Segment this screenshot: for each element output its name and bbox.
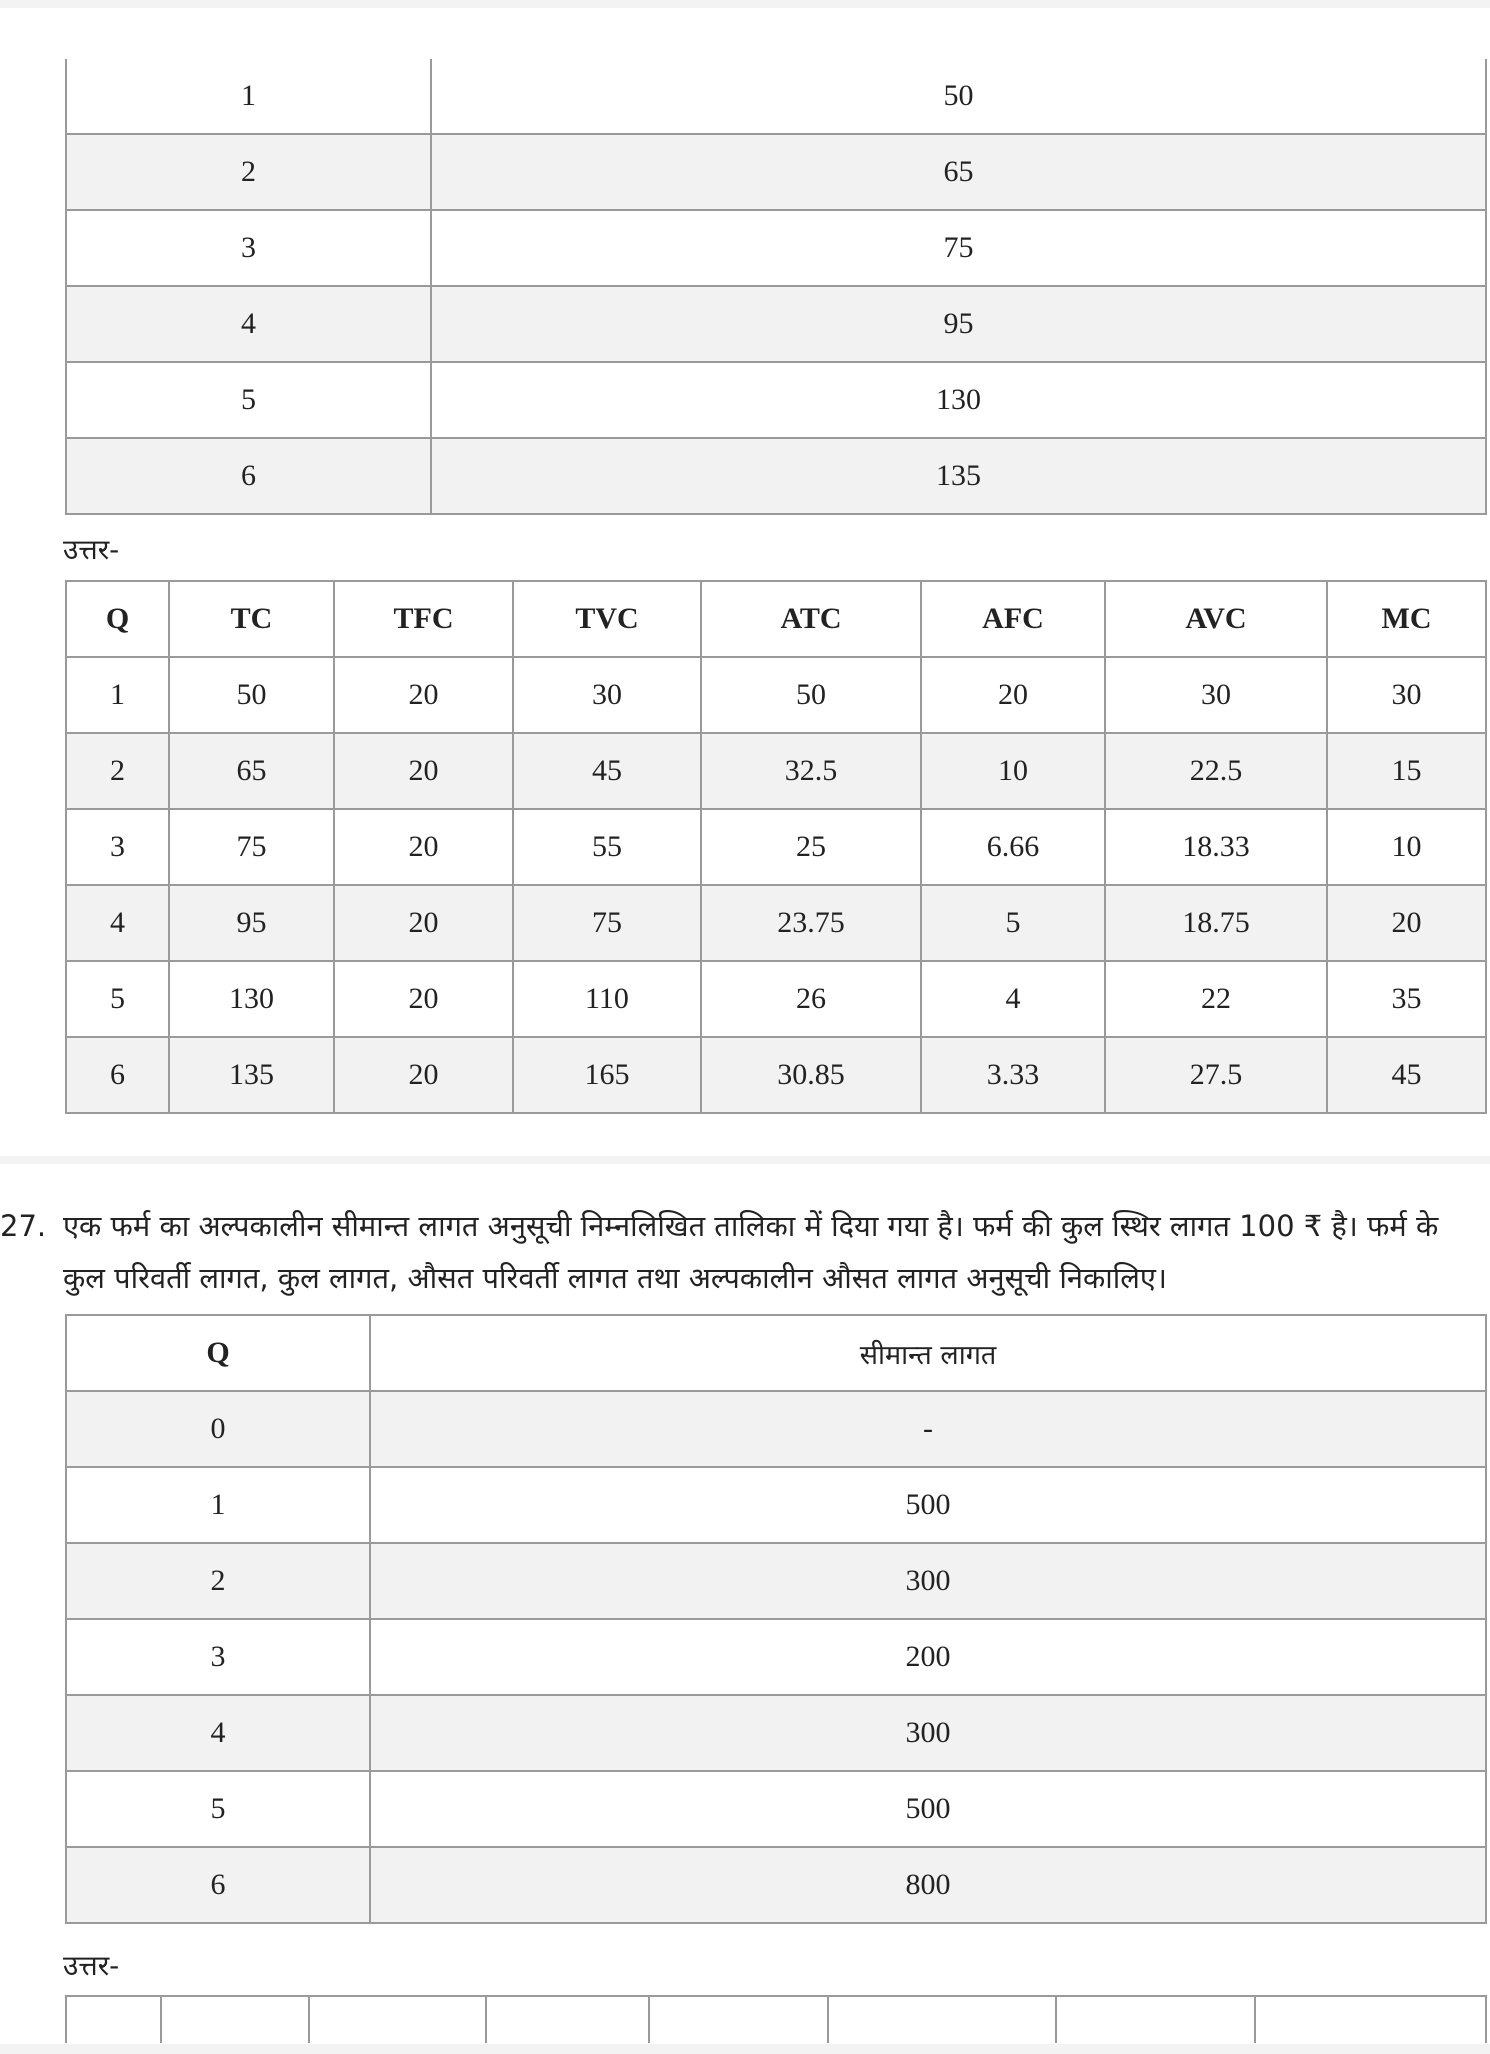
section-separator xyxy=(0,1156,1490,1164)
table-cell: 45 xyxy=(1327,1037,1486,1113)
table-cell: 3 xyxy=(66,1619,370,1695)
question-number: 27. xyxy=(0,1209,47,1243)
table-cell: 27.5 xyxy=(1105,1037,1327,1113)
table-cell: 50 xyxy=(431,59,1486,134)
table-row xyxy=(66,1771,1486,1847)
table-cell: 30 xyxy=(513,657,701,733)
question-27 xyxy=(0,1200,1480,1304)
table-cell: 300 xyxy=(370,1543,1486,1619)
table-cell: 6.66 xyxy=(921,809,1105,885)
table-row xyxy=(66,59,1486,134)
table-cell: 3.33 xyxy=(921,1037,1105,1113)
table-cell: 18.33 xyxy=(1105,809,1327,885)
table-cell: 5 xyxy=(66,1771,370,1847)
cost-answer-table xyxy=(65,580,1487,1114)
table-row xyxy=(66,134,1486,210)
table-cell: 30 xyxy=(1327,657,1486,733)
table-cell: 35 xyxy=(1327,961,1486,1037)
table-cell: 5 xyxy=(66,362,431,438)
table-cell: 1 xyxy=(66,59,431,134)
table-cell: 20 xyxy=(334,733,513,809)
table-cell: 75 xyxy=(169,809,334,885)
column-header: Q xyxy=(66,1315,370,1391)
table-cell: 2 xyxy=(66,733,169,809)
column-header: Q xyxy=(66,581,169,657)
table-cell: 4 xyxy=(66,885,169,961)
table-cell: - xyxy=(370,1391,1486,1467)
table-cell: 65 xyxy=(169,733,334,809)
table-row xyxy=(66,1619,1486,1695)
table-cell: 10 xyxy=(921,733,1105,809)
table-cell: 55 xyxy=(513,809,701,885)
table-row xyxy=(66,1695,1486,1771)
total-cost-table xyxy=(65,59,1487,515)
table-cell: 20 xyxy=(334,809,513,885)
top-separator xyxy=(0,0,1490,8)
table-row xyxy=(66,961,1486,1037)
table-cell: 95 xyxy=(169,885,334,961)
table-cell: 32.5 xyxy=(701,733,921,809)
table-cell: 4 xyxy=(66,286,431,362)
table-row xyxy=(66,210,1486,286)
table-cell: 110 xyxy=(513,961,701,1037)
marginal-cost-table xyxy=(65,1314,1487,1924)
table-row xyxy=(66,1467,1486,1543)
table-cell: 130 xyxy=(431,362,1486,438)
table-cell: 1 xyxy=(66,657,169,733)
table-cell: 4 xyxy=(921,961,1105,1037)
column-header: TFC xyxy=(334,581,513,657)
table-cell: 30 xyxy=(1105,657,1327,733)
table-cell: 165 xyxy=(513,1037,701,1113)
table-cell: 20 xyxy=(334,657,513,733)
table-row xyxy=(66,286,1486,362)
table-cell: 6 xyxy=(66,438,431,514)
table-cell: 75 xyxy=(431,210,1486,286)
table-cell: 20 xyxy=(921,657,1105,733)
table-cell: 4 xyxy=(66,1695,370,1771)
table-row xyxy=(66,1037,1486,1113)
table-row xyxy=(66,733,1486,809)
table-row xyxy=(66,1391,1486,1467)
column-header: MC xyxy=(1327,581,1486,657)
table-cell: 23.75 xyxy=(701,885,921,961)
table-row xyxy=(66,885,1486,961)
table-cell: 15 xyxy=(1327,733,1486,809)
table-cell: 3 xyxy=(66,210,431,286)
table-cell: 50 xyxy=(169,657,334,733)
table-row xyxy=(66,657,1486,733)
table-row xyxy=(66,1543,1486,1619)
table-cell: 45 xyxy=(513,733,701,809)
table-cell: 95 xyxy=(431,286,1486,362)
table-cell: 50 xyxy=(701,657,921,733)
table-cell: 0 xyxy=(66,1391,370,1467)
bottom-separator xyxy=(0,2044,1490,2054)
column-header: ATC xyxy=(701,581,921,657)
table-cell: 6 xyxy=(66,1037,169,1113)
table-cell: 30.85 xyxy=(701,1037,921,1113)
table-cell: 22.5 xyxy=(1105,733,1327,809)
answer-label: उत्तर- xyxy=(63,1949,120,1982)
table-cell: 10 xyxy=(1327,809,1486,885)
column-header: TC xyxy=(169,581,334,657)
table-cell: 18.75 xyxy=(1105,885,1327,961)
table-cell: 25 xyxy=(701,809,921,885)
table-cell: 22 xyxy=(1105,961,1327,1037)
table-cell: 135 xyxy=(431,438,1486,514)
table-cell: 20 xyxy=(334,885,513,961)
table-cell: 300 xyxy=(370,1695,1486,1771)
table-row xyxy=(66,362,1486,438)
column-header: AFC xyxy=(921,581,1105,657)
table-cell: 20 xyxy=(334,1037,513,1113)
table-cell: 500 xyxy=(370,1771,1486,1847)
question-text: एक फर्म का अल्पकालीन सीमान्त लागत अनुसूची निम्नलिखित तालिका में दिया गया है। फर्म की कुल स्थिर लागत 100 ₹ है। फर्म के कुल परिवर्ती लागत, कुल लागत, औसत परिवर्ती लागत तथा अल्पकालीन औसत लागत अनुसूची निकालिए। xyxy=(63,1209,1439,1295)
table-cell: 65 xyxy=(431,134,1486,210)
table-cell: 5 xyxy=(921,885,1105,961)
table-cell: 3 xyxy=(66,809,169,885)
table-cell: 2 xyxy=(66,1543,370,1619)
table-cell: 6 xyxy=(66,1847,370,1923)
table-row xyxy=(66,438,1486,514)
table-cell: 20 xyxy=(334,961,513,1037)
table-cell: 1 xyxy=(66,1467,370,1543)
table-cell: 5 xyxy=(66,961,169,1037)
table-row xyxy=(66,809,1486,885)
table-row xyxy=(66,1847,1486,1923)
answer-label: उत्तर- xyxy=(63,533,120,566)
answer-table-partial xyxy=(65,1995,1487,2043)
table-cell: 500 xyxy=(370,1467,1486,1543)
column-header: सीमान्त लागत xyxy=(370,1315,1486,1391)
table-cell: 200 xyxy=(370,1619,1486,1695)
table-cell: 20 xyxy=(1327,885,1486,961)
table-cell: 26 xyxy=(701,961,921,1037)
table-cell: 2 xyxy=(66,134,431,210)
table-cell: 800 xyxy=(370,1847,1486,1923)
table-cell: 75 xyxy=(513,885,701,961)
column-header: AVC xyxy=(1105,581,1327,657)
table-cell: 135 xyxy=(169,1037,334,1113)
table-cell: 130 xyxy=(169,961,334,1037)
column-header: TVC xyxy=(513,581,701,657)
